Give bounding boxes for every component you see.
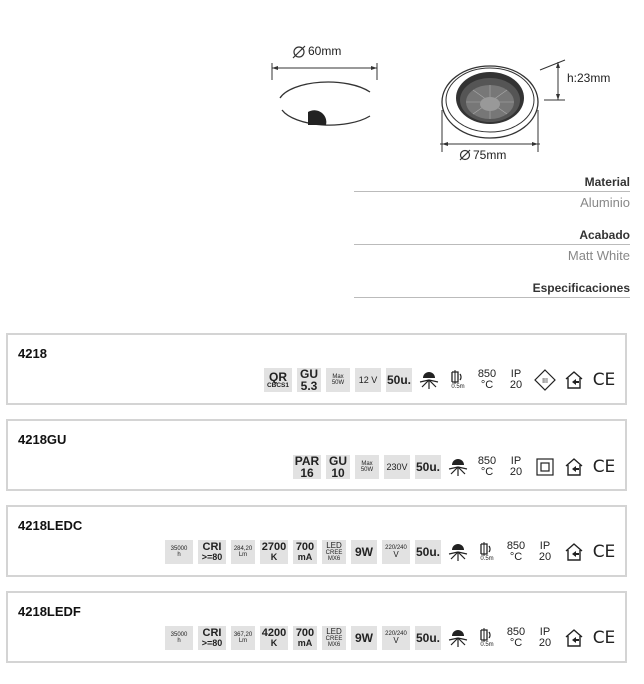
- distance-caption: 0.5m: [480, 556, 494, 562]
- color-temp-bottom: K: [270, 552, 278, 562]
- lumen-bottom: Lm: [238, 552, 248, 558]
- power-bottom: 50W: [360, 467, 374, 473]
- temperature-bottom: °C: [480, 466, 494, 478]
- units-text: 50u.: [415, 631, 440, 645]
- color-temp-bottom: K: [270, 638, 278, 648]
- class-iii-icon: [533, 368, 557, 392]
- lumen-bottom: Lm: [238, 638, 248, 644]
- lamp-type-bottom: 16: [300, 466, 314, 480]
- height-label: h:23mm: [567, 71, 611, 85]
- ip-rating-top: IP: [539, 626, 551, 638]
- class-ii-icon: [533, 455, 557, 479]
- product-code: 4218GU: [18, 432, 67, 447]
- cri-bottom: >=80: [201, 552, 223, 562]
- ce-mark-icon: [591, 368, 617, 392]
- lamp-type-top: PAR: [294, 454, 320, 468]
- spec-finish: [354, 228, 630, 263]
- ip-rating-bottom: 20: [509, 379, 523, 391]
- product-code: 4218LEDC: [18, 518, 83, 533]
- temperature-bottom: °C: [509, 637, 523, 649]
- temperature-bottom: °C: [509, 551, 523, 563]
- spec-value: Aluminio: [580, 195, 630, 210]
- current-bottom: mA: [297, 552, 313, 562]
- voltage-bottom: V: [393, 550, 399, 559]
- ip-rating-icon: [533, 540, 557, 564]
- indoor-icon: [562, 455, 586, 479]
- voltage-icon: [355, 368, 381, 392]
- power-bottom: 50W: [331, 380, 345, 386]
- indoor-icon: [562, 540, 586, 564]
- temperature-icon: [504, 626, 528, 650]
- color-temp-top: 4200: [261, 627, 287, 639]
- lamp-type-icon: [293, 455, 321, 479]
- lifetime-bottom: h: [177, 638, 181, 644]
- product-code: 4218LEDF: [18, 604, 81, 619]
- product-icons: [259, 367, 617, 393]
- lumen-top: 367,20: [233, 632, 253, 638]
- lamp-type-top: QR: [269, 369, 287, 384]
- lifetime-bottom: h: [177, 552, 181, 558]
- light-beam-icon: [417, 368, 441, 392]
- current-top: 700: [295, 541, 315, 553]
- distance-caption: 0.5m: [451, 384, 465, 390]
- socket-top: GU: [300, 367, 318, 381]
- units-icon: [415, 540, 441, 564]
- socket-bottom: 10: [331, 466, 345, 480]
- wattage-icon: [351, 626, 377, 650]
- units-icon: [415, 626, 441, 650]
- power-icon: [326, 368, 350, 392]
- temperature-top: 850: [477, 455, 497, 467]
- product-code: 4218: [18, 346, 47, 361]
- lifetime-top: 35000: [170, 546, 188, 552]
- ce-mark-text: CE: [592, 541, 616, 562]
- product-icons: [288, 455, 617, 479]
- temperature-icon: [504, 540, 528, 564]
- wattage-text: 9W: [355, 631, 373, 645]
- indoor-icon: [562, 368, 586, 392]
- ip-rating-icon: [504, 455, 528, 479]
- ip-rating-top: IP: [510, 368, 522, 380]
- units-icon: [386, 368, 412, 392]
- ce-mark-icon: [591, 626, 617, 650]
- ip-rating-bottom: 20: [538, 551, 552, 563]
- lifetime-top: 35000: [170, 632, 188, 638]
- spec-label: Material: [584, 175, 630, 189]
- distance-icon: [475, 539, 499, 565]
- ip-rating-top: IP: [510, 455, 522, 467]
- distance-icon: [475, 625, 499, 651]
- units-text: 50u.: [415, 460, 440, 474]
- led-type-mid: CREE: [325, 550, 343, 556]
- product-icons: [160, 539, 617, 565]
- ip-rating-bottom: 20: [509, 466, 523, 478]
- temperature-icon: [475, 368, 499, 392]
- spec-label: Especificaciones: [532, 281, 630, 295]
- voltage-text: 230V: [386, 461, 408, 472]
- spec-material: [354, 175, 630, 210]
- units-text: 50u.: [386, 373, 411, 387]
- ce-mark-text: CE: [592, 456, 616, 477]
- temperature-top: 850: [506, 540, 526, 552]
- divider: [354, 297, 630, 298]
- ip-rating-bottom: 20: [538, 637, 552, 649]
- lamp-type-icon: [264, 368, 292, 392]
- ip-rating-top: IP: [539, 540, 551, 552]
- lumen-icon: [231, 540, 255, 564]
- led-type-mid: CREE: [325, 636, 343, 642]
- temperature-top: 850: [506, 626, 526, 638]
- wattage-icon: [351, 540, 377, 564]
- cri-top: CRI: [202, 541, 222, 553]
- cri-icon: [198, 626, 226, 650]
- temperature-top: 850: [477, 368, 497, 380]
- ce-mark-icon: [591, 455, 617, 479]
- socket-icon: [297, 368, 321, 392]
- distance-icon: [446, 367, 470, 393]
- power-icon: [355, 455, 379, 479]
- color-temp-icon: [260, 626, 288, 650]
- product-card-4218ledc: [6, 505, 627, 577]
- distance-caption: 0.5m: [480, 642, 494, 648]
- product-card-4218gu: [6, 419, 627, 491]
- color-temp-top: 2700: [261, 541, 287, 553]
- spec-label: Acabado: [579, 228, 630, 242]
- spec-value: Matt White: [567, 248, 630, 263]
- cutout-diameter-label: 60mm: [308, 44, 342, 58]
- outer-diameter-label: 75mm: [473, 148, 507, 162]
- ip-rating-icon: [533, 626, 557, 650]
- lifetime-icon: [165, 540, 193, 564]
- lifetime-icon: [165, 626, 193, 650]
- voltage-icon: [384, 455, 410, 479]
- current-icon: [293, 626, 317, 650]
- light-beam-icon: [446, 455, 470, 479]
- ce-mark-icon: [591, 540, 617, 564]
- light-beam-icon: [446, 540, 470, 564]
- voltage-top: 220/240: [385, 631, 407, 637]
- temperature-bottom: °C: [480, 379, 494, 391]
- temperature-icon: [475, 455, 499, 479]
- product-icons: [160, 625, 617, 651]
- cri-icon: [198, 540, 226, 564]
- voltage-bottom: V: [393, 636, 399, 645]
- cri-top: CRI: [202, 627, 222, 639]
- socket-top: GU: [329, 454, 347, 468]
- power-top: Max: [332, 374, 344, 380]
- wattage-text: 9W: [355, 545, 373, 559]
- technical-drawing: [260, 30, 640, 170]
- svg-text:III: III: [542, 378, 548, 385]
- cri-bottom: >=80: [201, 638, 223, 648]
- light-beam-icon: [446, 626, 470, 650]
- led-type-bottom: MX6: [327, 642, 341, 648]
- units-icon: [415, 455, 441, 479]
- voltage-text: 12 V: [358, 374, 378, 385]
- voltage-icon: [382, 626, 410, 650]
- units-text: 50u.: [415, 545, 440, 559]
- led-type-top: LED: [326, 627, 342, 636]
- current-bottom: mA: [297, 638, 313, 648]
- color-temp-icon: [260, 540, 288, 564]
- lumen-top: 284,20: [233, 546, 253, 552]
- product-card-4218: [6, 333, 627, 405]
- socket-icon: [326, 455, 350, 479]
- spec-specifications: [354, 281, 630, 298]
- lamp-type-bottom: CBCS1: [266, 381, 290, 389]
- voltage-icon: [382, 540, 410, 564]
- ip-rating-icon: [504, 368, 528, 392]
- led-type-bottom: MX6: [327, 556, 341, 562]
- led-type-top: LED: [326, 541, 342, 550]
- socket-bottom: 5.3: [300, 379, 318, 393]
- ce-mark-text: CE: [592, 627, 616, 648]
- current-icon: [293, 540, 317, 564]
- indoor-icon: [562, 626, 586, 650]
- led-type-icon: [322, 626, 346, 650]
- power-top: Max: [361, 461, 373, 467]
- ce-mark-text: CE: [592, 369, 616, 390]
- product-card-4218ledf: [6, 591, 627, 663]
- voltage-top: 220/240: [385, 545, 407, 551]
- led-type-icon: [322, 540, 346, 564]
- current-top: 700: [295, 627, 315, 639]
- lumen-icon: [231, 626, 255, 650]
